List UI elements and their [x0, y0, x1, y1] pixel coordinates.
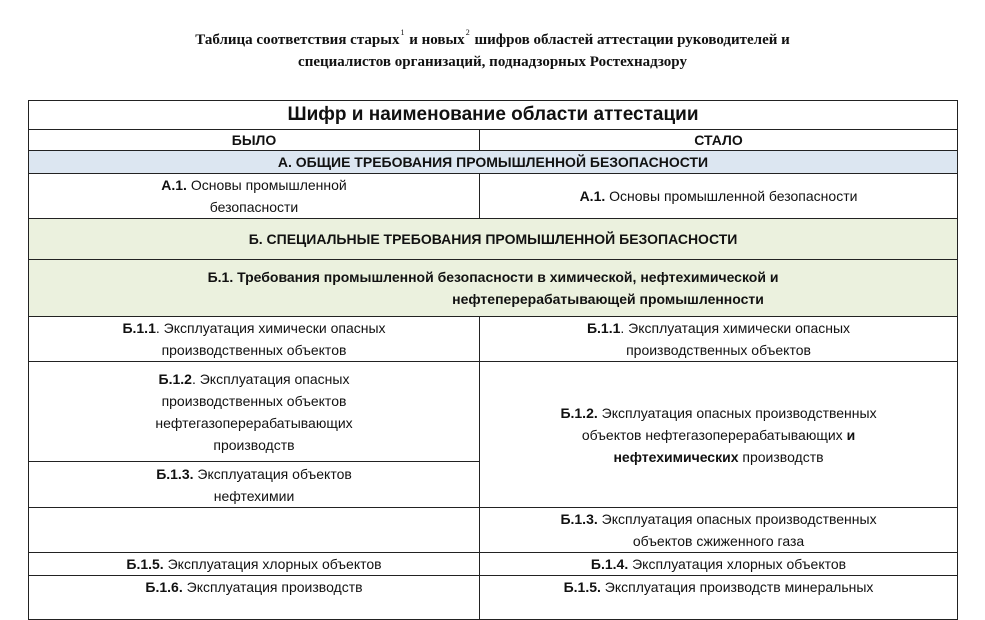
cell-text: Эксплуатация хлорных объектов	[632, 556, 847, 572]
cell-b14-new	[480, 553, 958, 576]
cell-b15-new	[480, 576, 958, 620]
section-b1-line-2: нефтеперерабатывающей промышленности	[452, 291, 764, 307]
cell-text: производственных объектов	[161, 392, 347, 409]
title-part-c: шифров областей аттестации руководителей и	[474, 32, 790, 48]
title-line-1	[0, 22, 985, 51]
cell-b11-old	[29, 317, 480, 362]
code-label: Б.1.1	[122, 320, 156, 336]
attestation-table	[28, 100, 958, 620]
cell-b16-old	[29, 576, 480, 620]
cell-b12-new	[480, 362, 958, 508]
cell-text: Эксплуатация производств минеральных	[604, 579, 874, 595]
table-row	[29, 362, 958, 462]
cell-text: Основы промышленной безопасности	[609, 188, 858, 204]
code-label: Б.1.2.	[560, 404, 598, 421]
code-label: Б.1.2	[158, 370, 192, 387]
footnote-marker-2[interactable]: 2	[465, 28, 470, 37]
cell-text: Основы промышленной	[190, 177, 347, 193]
cell-text: нефтехимии	[213, 487, 295, 504]
cell-text: Эксплуатация опасных производственных	[601, 404, 877, 421]
cell-text: . Эксплуатация опасных	[191, 370, 350, 387]
table-row	[29, 508, 958, 553]
cell-b15-old	[29, 553, 480, 576]
footnote-marker-1[interactable]: 1	[400, 28, 405, 37]
title-line-2: специалистов организаций, поднадзорных Ростехнадзору	[298, 54, 687, 70]
code-label: Б.1.1	[586, 320, 621, 336]
column-header-new: СТАЛО	[480, 130, 958, 151]
cell-text: объектов нефтегазоперерабатывающих	[581, 426, 843, 443]
cell-b13-old	[29, 462, 480, 508]
code-label: Б.1.3.	[156, 465, 194, 482]
document-title	[0, 22, 985, 73]
cell-b13-new	[480, 508, 958, 553]
cell-text-bold: и	[846, 426, 856, 443]
code-label: Б.1.5.	[563, 579, 601, 595]
cell-text: Эксплуатация хлорных объектов	[167, 556, 382, 572]
code-label: Б.1.4.	[590, 556, 629, 572]
code-label: Б.1.6.	[145, 579, 183, 595]
table-row	[29, 174, 958, 219]
code-label: А.1.	[579, 188, 606, 204]
cell-text: нефтегазоперерабатывающих	[155, 414, 353, 431]
cell-text: Эксплуатация объектов	[197, 465, 352, 482]
cell-text: Эксплуатация производств	[186, 579, 363, 595]
cell-text: безопасности	[209, 199, 299, 215]
cell-text: объектов сжиженного газа	[632, 533, 805, 549]
title-part-b: и новых	[409, 32, 465, 48]
cell-b12-old	[29, 362, 480, 462]
section-b1-header	[29, 260, 958, 317]
cell-text: производственных объектов	[626, 342, 811, 358]
section-b1-line-1: Б.1. Требования промышленной безопасности в химической, нефтехимической и	[207, 269, 779, 285]
cell-text: производственных объектов	[161, 342, 347, 358]
table-header: Шифр и наименование области аттестации	[29, 101, 958, 130]
cell-text: производств	[213, 436, 295, 453]
code-label: Б.1.3.	[560, 511, 598, 527]
title-part-a: Таблица соответствия старых	[195, 32, 400, 48]
section-b-header: Б. СПЕЦИАЛЬНЫЕ ТРЕБОВАНИЯ ПРОМЫШЛЕННОЙ БЕЗОПАСНОСТИ	[29, 219, 958, 260]
code-label: А.1.	[161, 177, 187, 193]
code-label: Б.1.5.	[126, 556, 164, 572]
cell-text: производств	[742, 448, 824, 465]
table-row	[29, 317, 958, 362]
cell-a1-old	[29, 174, 480, 219]
column-header-old: БЫЛО	[29, 130, 480, 151]
cell-text: Эксплуатация опасных производственных	[601, 511, 877, 527]
cell-text-bold: нефтехимических	[613, 448, 739, 465]
table-row	[29, 576, 958, 620]
section-a-header: А. ОБЩИЕ ТРЕБОВАНИЯ ПРОМЫШЛЕННОЙ БЕЗОПАСНОСТИ	[29, 151, 958, 174]
cell-empty-old	[29, 508, 480, 553]
cell-a1-new	[480, 174, 958, 219]
table-row	[29, 553, 958, 576]
cell-b11-new	[480, 317, 958, 362]
cell-text: . Эксплуатация химически опасных	[155, 320, 386, 336]
cell-text: . Эксплуатация химически опасных	[620, 320, 851, 336]
